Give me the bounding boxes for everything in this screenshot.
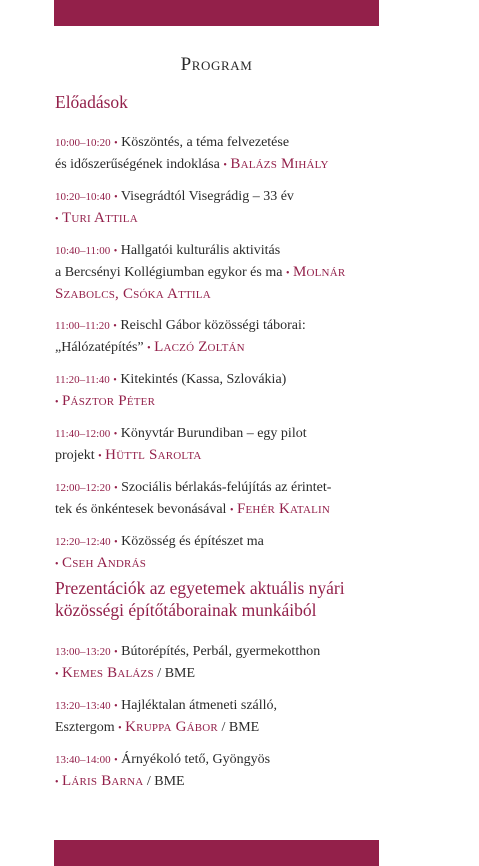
entry-line-1 xyxy=(55,369,385,391)
program-entry xyxy=(55,186,385,230)
entry-line-2 xyxy=(55,663,385,685)
time-range: 11:20–11:40 xyxy=(55,374,110,386)
bullet-dot: • xyxy=(114,701,118,712)
talk-title: Visegrádtól Visegrádig – 33 év xyxy=(120,189,294,204)
speaker-name: Kemes Balázs xyxy=(62,665,154,681)
talk-title: Közösség és építészet ma xyxy=(121,534,264,549)
entry-line-2 xyxy=(55,717,385,739)
entry-line-2 xyxy=(55,208,385,230)
entry-line-1 xyxy=(55,477,385,499)
speaker-name: Láris Barna xyxy=(62,773,144,789)
talk-title-cont: és időszerűségének indoklása xyxy=(55,157,220,172)
time-range: 13:00–13:20 xyxy=(55,646,111,658)
program-entry xyxy=(55,695,385,739)
speaker-name: Balázs Mihály xyxy=(230,156,329,172)
talk-title: Hajléktalan átmeneti szálló, xyxy=(121,698,278,713)
speaker-name: Molnár Szabolcs, Csóka Attila xyxy=(55,264,346,302)
entry-line-2 xyxy=(55,337,385,359)
entry-line-1 xyxy=(55,423,385,445)
bullet-dot: • xyxy=(55,777,59,788)
bullet-dot: • xyxy=(114,647,118,658)
speaker-name: Fehér Katalin xyxy=(236,501,331,517)
entry-line-1 xyxy=(55,132,385,154)
section-title-lectures: Előadások xyxy=(55,92,128,112)
bullet-dot: • xyxy=(113,246,118,257)
org-separator: / xyxy=(217,720,229,735)
speaker-name: Kruppa Gábor xyxy=(125,719,218,735)
program-entry xyxy=(55,369,385,413)
program-entry xyxy=(55,423,385,467)
talk-title: Könyvtár Burundiban – egy pilot xyxy=(120,426,307,441)
entry-line-2 xyxy=(55,771,385,793)
bullet-dot: • xyxy=(147,343,151,354)
speaker-name: Hüttl Sarolta xyxy=(105,447,202,463)
entry-line-1 xyxy=(55,641,385,663)
time-range: 11:40–12:00 xyxy=(55,428,111,440)
talk-title-cont: Esztergom xyxy=(55,720,115,735)
bullet-dot: • xyxy=(285,268,290,279)
talk-title: Köszöntés, a téma felvezetése xyxy=(121,135,290,150)
entry-line-2 xyxy=(55,262,385,305)
bullet-dot: • xyxy=(113,429,118,440)
talk-title: Bútorépítés, Perbál, gyermekotthon xyxy=(121,644,321,659)
time-range: 13:20–13:40 xyxy=(55,700,111,712)
bullet-dot: • xyxy=(114,138,118,149)
organization: BME xyxy=(154,774,185,789)
talk-title-cont: projekt xyxy=(55,448,95,463)
talk-title: Árnyékoló tető, Gyöngyös xyxy=(121,752,271,767)
entry-line-1 xyxy=(55,531,385,553)
entry-line-1 xyxy=(55,749,385,771)
bullet-dot: • xyxy=(114,755,118,766)
bullet-dot: • xyxy=(223,160,227,171)
bullet-dot: • xyxy=(114,483,118,494)
talk-title-cont: a Bercsényi Kollégiumban egykor és ma xyxy=(55,265,283,280)
time-range: 12:20–12:40 xyxy=(55,536,111,548)
entry-line-2 xyxy=(55,499,385,521)
section-title-line-2: közösségi építőtáborainak munkáiból xyxy=(55,600,317,620)
entry-line-1 xyxy=(55,695,385,717)
entry-line-2 xyxy=(55,391,385,413)
section-title-presentations xyxy=(55,577,345,621)
bullet-dot: • xyxy=(114,192,118,203)
bullet-dot: • xyxy=(113,375,117,386)
bullet-dot: • xyxy=(98,451,102,462)
bullet-dot: • xyxy=(55,559,59,570)
section-title-line-1: Prezentációk az egyetemek aktuális nyári xyxy=(55,578,345,598)
bullet-dot: • xyxy=(55,214,59,225)
program-entry xyxy=(55,749,385,793)
lectures-list xyxy=(55,132,385,585)
bullet-dot: • xyxy=(114,537,118,548)
entry-line-2 xyxy=(55,154,385,176)
talk-title-cont: „Hálózatépítés” xyxy=(55,340,144,355)
bullet-dot: • xyxy=(113,321,117,332)
organization: BME xyxy=(228,720,260,735)
time-range: 10:20–10:40 xyxy=(55,191,111,203)
bullet-dot: • xyxy=(55,397,59,408)
speaker-name: Turi Attila xyxy=(62,210,138,226)
bullet-dot: • xyxy=(229,505,234,516)
bullet-dot: • xyxy=(55,669,59,680)
talk-title-cont: tek és önkéntesek bevonásával xyxy=(55,502,227,517)
bullet-dot: • xyxy=(118,723,122,734)
entry-line-1 xyxy=(55,240,385,262)
program-entry xyxy=(55,315,385,359)
time-range: 11:00–11:20 xyxy=(55,320,110,332)
talk-title: Szociális bérlakás-felújítás az érintet- xyxy=(121,480,332,495)
talk-title: Reischl Gábor közösségi táborai: xyxy=(120,318,306,333)
program-entry xyxy=(55,641,385,685)
program-entry xyxy=(55,477,385,521)
time-range: 10:00–10:20 xyxy=(55,137,111,149)
entry-line-2 xyxy=(55,553,385,575)
talk-title: Hallgatói kulturális aktivitás xyxy=(120,243,281,258)
program-entry xyxy=(55,240,385,305)
organization: BME xyxy=(164,666,196,681)
presentations-list xyxy=(55,641,385,803)
bottom-band xyxy=(54,840,379,866)
top-band xyxy=(54,0,379,26)
talk-title: Kitekintés (Kassa, Szlovákia) xyxy=(120,372,287,387)
time-range: 13:40–14:00 xyxy=(55,754,111,766)
program-entry xyxy=(55,531,385,575)
page-title: Program xyxy=(180,54,253,75)
entry-line-1 xyxy=(55,186,385,208)
program-entry xyxy=(55,132,385,176)
speaker-name: Cseh András xyxy=(62,555,147,571)
speaker-name: Laczó Zoltán xyxy=(154,339,245,355)
time-range: 10:40–11:00 xyxy=(55,245,111,257)
org-separator: / xyxy=(153,666,165,681)
entry-line-1 xyxy=(55,315,385,337)
time-range: 12:00–12:20 xyxy=(55,482,111,494)
org-separator: / xyxy=(143,774,155,789)
speaker-name: Pásztor Péter xyxy=(62,393,156,409)
entry-line-2 xyxy=(55,445,385,467)
